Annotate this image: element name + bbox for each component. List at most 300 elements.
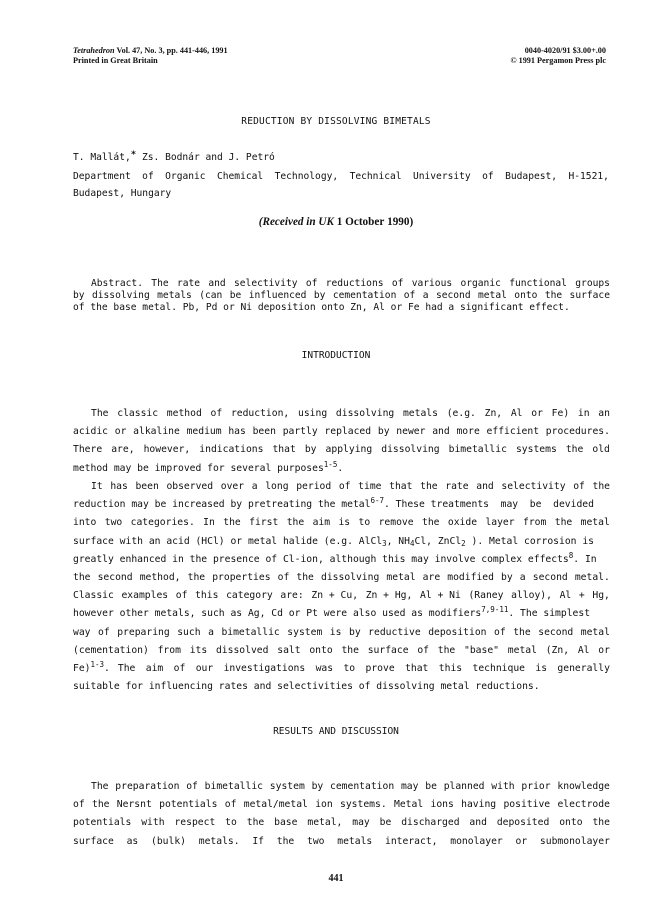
word: aim [145, 663, 164, 675]
word: The [91, 781, 109, 792]
corresponding-author-marker: * [130, 150, 137, 160]
word: two [307, 835, 325, 847]
word: groups [575, 278, 610, 289]
word: metal, [307, 817, 343, 829]
word: If [252, 835, 264, 847]
word: potentials [73, 817, 132, 829]
word: categories. [130, 517, 195, 529]
word: system [287, 626, 323, 638]
word: from [157, 644, 181, 656]
word: Technical [349, 171, 402, 182]
word: + [578, 590, 585, 602]
word: the [437, 644, 456, 656]
word: H-1521, [568, 171, 609, 182]
word: two [104, 517, 123, 529]
text-span: Fe)$^{1-3}$. [73, 660, 110, 675]
word: been [252, 426, 276, 438]
word: the [565, 444, 584, 456]
word: (cementation) [73, 644, 149, 656]
word: long [265, 481, 289, 492]
text-span: reduction may be increased by pretreating the metal [73, 499, 371, 511]
abstract [73, 278, 610, 314]
text-line [73, 496, 610, 514]
word: of [417, 644, 429, 656]
word: having [461, 799, 497, 811]
word: cementation [332, 290, 397, 301]
word: Budapest, [505, 171, 558, 182]
word: Abstract. [91, 278, 143, 289]
word: properties [212, 572, 271, 584]
citation-ref: 1-5 [323, 459, 338, 469]
word: (Zn, [545, 644, 570, 656]
word: the [592, 481, 610, 492]
word: (Raney [468, 590, 504, 602]
word: of [98, 626, 110, 638]
word: interact, [385, 835, 438, 847]
received-date [0, 216, 672, 228]
journal-header-right [510, 46, 606, 66]
abstract-line: of the base metal. Pb, Pd or Ni deposition onto Zn, Al or Fe had a significant effect. [73, 302, 570, 313]
text-line [73, 796, 610, 814]
word: surface [569, 290, 610, 301]
word: dissolving [91, 290, 150, 301]
word: our [195, 663, 214, 675]
citation-ref: 8 [568, 550, 574, 560]
text-span: greatly enhanced in the presence of Cl-ion, although this may involve complex effects [73, 553, 569, 565]
word: Technology, [274, 171, 339, 182]
word: of [175, 590, 188, 602]
word: time [358, 481, 382, 492]
word: newer [396, 426, 426, 438]
word: a [519, 572, 526, 584]
word: second [97, 572, 133, 584]
word: of [403, 290, 416, 301]
text-line [73, 533, 610, 551]
word: reductive [368, 626, 421, 638]
word: positive [503, 799, 551, 811]
results-heading: RESULTS AND DISCUSSION [273, 726, 399, 737]
word: metal [580, 626, 610, 638]
word: of [482, 171, 494, 182]
word: medium [186, 426, 222, 438]
word: submonolayer [539, 835, 610, 847]
word: second [538, 626, 574, 638]
word: the [187, 572, 206, 584]
word: alloy), [511, 590, 552, 602]
text-span: . The simplest [508, 608, 591, 620]
subscript: 3 [382, 538, 387, 548]
affiliation [73, 168, 609, 202]
word: onto [559, 817, 583, 829]
intro-paragraph-2 [73, 478, 610, 696]
word: Zn, [484, 408, 503, 419]
word: to [358, 517, 371, 529]
word: metals [157, 290, 192, 301]
word: The [91, 408, 109, 419]
journal-header-left [73, 46, 228, 66]
word: modified [447, 572, 494, 584]
word: the [286, 517, 305, 529]
word: cementation [330, 781, 395, 792]
word: by [313, 290, 326, 301]
word: the [223, 517, 241, 529]
word: way [73, 626, 91, 638]
word: investigations [223, 663, 306, 675]
text-line [73, 551, 610, 569]
word: deposition [428, 626, 487, 638]
word: Al [577, 644, 590, 656]
word: method [166, 408, 202, 419]
text-span: . These treatments may be devided [384, 499, 594, 511]
word: knowledge [557, 781, 610, 792]
word: and [476, 481, 494, 492]
word: of [173, 663, 186, 675]
word: more [456, 426, 480, 438]
word: The [151, 278, 169, 289]
word: Fe) [551, 408, 570, 419]
word: that [389, 481, 413, 492]
word: its [189, 644, 208, 656]
word: ion [315, 799, 333, 811]
word: by [304, 444, 317, 456]
word: monolayer [450, 835, 503, 847]
word: the [554, 517, 573, 529]
text-span: ). Metal corrosion is [465, 535, 594, 547]
received-year: 1990) [387, 216, 414, 228]
word: the [91, 799, 110, 811]
word: surface [73, 835, 114, 847]
word: that [405, 663, 429, 675]
word: technique [472, 663, 525, 675]
text-line [73, 660, 610, 678]
word: has [110, 481, 128, 492]
word: or [114, 426, 127, 438]
word: University [412, 171, 471, 182]
word: Zn + Hg, [365, 590, 413, 602]
word: with [141, 817, 165, 829]
text-span: Cl, ZnCl [414, 535, 462, 547]
word: and [208, 278, 226, 289]
word: Metal [394, 799, 424, 811]
word: of [186, 781, 198, 792]
word: been [135, 481, 159, 492]
word: the [544, 290, 563, 301]
text-span: . [337, 462, 344, 474]
word: Nersnt [116, 799, 152, 811]
word: by [311, 781, 324, 792]
word: the [420, 481, 438, 492]
word: and [432, 426, 450, 438]
subscript: 4 [409, 538, 415, 548]
word: by [348, 626, 361, 638]
word: by [501, 572, 513, 584]
word: that [272, 444, 296, 456]
word: preparing [117, 626, 170, 638]
word: the [513, 626, 531, 638]
word: with [491, 781, 515, 792]
text-line [73, 778, 610, 796]
word: prior [521, 781, 551, 792]
word: electrode [557, 799, 610, 811]
text-line [73, 478, 610, 496]
word: to [343, 663, 356, 675]
word: aim [312, 517, 331, 529]
word: a [422, 290, 429, 301]
word: be [379, 817, 392, 829]
word: efficient [486, 426, 540, 438]
word: and [469, 817, 487, 829]
word: dissolved [215, 644, 269, 656]
word: system [269, 781, 305, 792]
word: metals [337, 835, 373, 847]
word: examples [121, 590, 169, 602]
text-span: however other metals, such as Ag, Cd or Pt were also used as modifiers [73, 608, 482, 620]
word: such [177, 626, 201, 638]
word: second [532, 572, 568, 584]
paper-title: REDUCTION BY DISSOLVING BIMETALS [241, 116, 431, 127]
word: Zn + Cu, [311, 590, 359, 602]
word: this [438, 663, 463, 675]
word: classic [117, 408, 159, 419]
word: metal [580, 517, 610, 529]
word: old [592, 444, 610, 456]
word: (can [199, 290, 223, 301]
word: metal. [574, 572, 610, 584]
word: of [573, 481, 585, 492]
word: or [531, 408, 543, 419]
text-line [73, 642, 610, 660]
word: It [91, 481, 103, 492]
word: metal/metal [243, 799, 308, 811]
word: oxide [447, 517, 478, 529]
word: onto [514, 290, 538, 301]
word: various [411, 278, 453, 289]
word: Hg, [592, 590, 610, 602]
word: applying [325, 444, 373, 456]
word: an [598, 408, 610, 419]
word: Chemical [216, 171, 264, 182]
received-prefix: (Received in UK [258, 216, 334, 228]
word: "base" [464, 644, 500, 656]
word: In [203, 517, 215, 529]
word: prove [365, 663, 395, 675]
word: layer [485, 517, 515, 529]
word: dissolving [381, 444, 440, 456]
text-line [73, 569, 610, 587]
word: rate [176, 278, 201, 289]
word: Organic [165, 171, 206, 182]
word: discharged [401, 817, 460, 829]
word: bimetallic [204, 781, 263, 792]
issn-price: 0040-4020/91 $3.00+.00 [524, 46, 606, 55]
word: replaced [324, 426, 372, 438]
word: or [598, 644, 610, 656]
word: from [523, 517, 547, 529]
word: selectivity [501, 481, 566, 492]
word: Classic [73, 590, 114, 602]
text-line [73, 605, 610, 623]
text-line: suitable for influencing rates and selectivities of dissolving metal reductions. [73, 681, 540, 693]
word: base [274, 817, 298, 829]
word: potentials [159, 799, 218, 811]
word: the [296, 572, 314, 584]
printed-in: Printed in Great Britain [73, 56, 158, 65]
received-day: 1 October [336, 216, 385, 228]
word: into [73, 517, 97, 529]
citation-ref: 7,9-11 [481, 605, 509, 615]
word: (e.g. [446, 408, 476, 419]
word: partly [282, 426, 318, 438]
word: the [246, 817, 265, 829]
word: deposited [496, 817, 550, 829]
word: Al [510, 408, 523, 419]
word: selectivity [234, 278, 298, 289]
text-line [73, 441, 610, 459]
word: a [251, 481, 258, 492]
word: of [224, 799, 237, 811]
text-span: . In [573, 553, 597, 565]
word: bimetallic [221, 626, 280, 638]
word: Al [559, 590, 572, 602]
text-line [73, 514, 610, 532]
word: method, [139, 572, 181, 584]
word: systems. [340, 799, 387, 811]
word: is [535, 663, 548, 675]
results-paragraph-1 [73, 778, 610, 851]
word: is [329, 626, 342, 638]
journal-citation: Vol. 47, No. 3, pp. 441-446, 1991 [116, 46, 228, 55]
word: in [577, 408, 590, 419]
text-run [118, 660, 610, 678]
text-span: Fe) [73, 663, 91, 675]
text-line [73, 460, 610, 478]
word: respect [174, 817, 216, 829]
word: second [435, 290, 471, 301]
author-rest: Zs. Bodnár and J. Petró [136, 152, 275, 163]
word: observed [166, 481, 214, 492]
word: was [315, 663, 334, 675]
affiliation-line-2: Budapest, Hungary [73, 188, 172, 199]
text-line [73, 833, 610, 851]
word: the [73, 572, 91, 584]
abstract-line [73, 290, 610, 302]
word: generally [557, 663, 610, 675]
text-line [73, 587, 610, 605]
word: are: [280, 590, 304, 602]
word: as [126, 835, 139, 847]
intro-paragraph-1 [73, 405, 610, 478]
word: dissolving [335, 408, 395, 419]
word: using [298, 408, 328, 419]
text-span: , NH [386, 535, 410, 547]
abstract-line [73, 278, 610, 290]
word: are, [111, 444, 135, 456]
word: may [400, 781, 419, 792]
word: be [229, 290, 242, 301]
word: may [352, 817, 370, 829]
word: first [249, 517, 279, 529]
word: metals [402, 408, 438, 419]
word: of [305, 278, 318, 289]
word: indications [199, 444, 264, 456]
word: preparation [115, 781, 180, 792]
word: reductions [325, 278, 384, 289]
word: planned [443, 781, 485, 792]
text-line [73, 624, 610, 642]
word: of [391, 278, 404, 289]
word: bimetallic [448, 444, 507, 456]
introduction-heading: INTRODUCTION [301, 350, 371, 361]
word: salt [277, 644, 301, 656]
word: by [377, 426, 390, 438]
word: of [142, 171, 154, 182]
copyright: © 1991 Pergamon Press plc [510, 56, 606, 65]
word: ions [430, 799, 454, 811]
word: surface [367, 644, 409, 656]
word: be [425, 781, 437, 792]
journal-name: Tetrahedron [73, 46, 115, 55]
author-first: T. Mallát, [73, 152, 131, 163]
word: acidic [73, 426, 108, 438]
word: organic [460, 278, 501, 289]
word: a [208, 626, 214, 638]
word: Department [73, 171, 131, 182]
word: to [225, 817, 237, 829]
word: of [277, 572, 290, 584]
word: category [226, 590, 273, 602]
word: influenced [248, 290, 307, 301]
word: metal [386, 572, 416, 584]
word: of [494, 626, 506, 638]
word: or [515, 835, 528, 847]
word: metal [507, 644, 537, 656]
word: remove [378, 517, 414, 529]
authors [73, 152, 275, 163]
word: metal [478, 290, 507, 301]
page-number: 441 [328, 873, 344, 884]
text-span: method may be improved for several purposes [73, 462, 324, 474]
word: this [195, 590, 219, 602]
word: by [73, 290, 85, 301]
word: (bulk) [151, 835, 186, 847]
word: procedures. [545, 426, 610, 438]
affiliation-line-1 [73, 168, 609, 185]
word: The [117, 663, 136, 675]
word: the [421, 517, 440, 529]
word: There [73, 444, 103, 456]
word: of [338, 481, 351, 492]
text-span: surface with an acid (HCl) or metal halide (e.g. AlCl [73, 535, 383, 547]
word: alkaline [133, 426, 180, 438]
text-line [73, 814, 610, 832]
word: the [341, 644, 359, 656]
word: the [592, 817, 610, 829]
word: rate [445, 481, 469, 492]
word: has [228, 426, 246, 438]
word: of [73, 799, 85, 811]
word: onto [309, 644, 333, 656]
text-line [73, 423, 610, 441]
word: however, [143, 444, 191, 456]
word: the [276, 835, 295, 847]
word: are [422, 572, 441, 584]
citation-ref: 1-3 [90, 660, 105, 670]
word: metals. [198, 835, 240, 847]
subscript: 2 [461, 538, 466, 548]
word: of [210, 408, 223, 419]
citation-ref: 6-7 [370, 496, 384, 506]
word: dissolving [320, 572, 380, 584]
